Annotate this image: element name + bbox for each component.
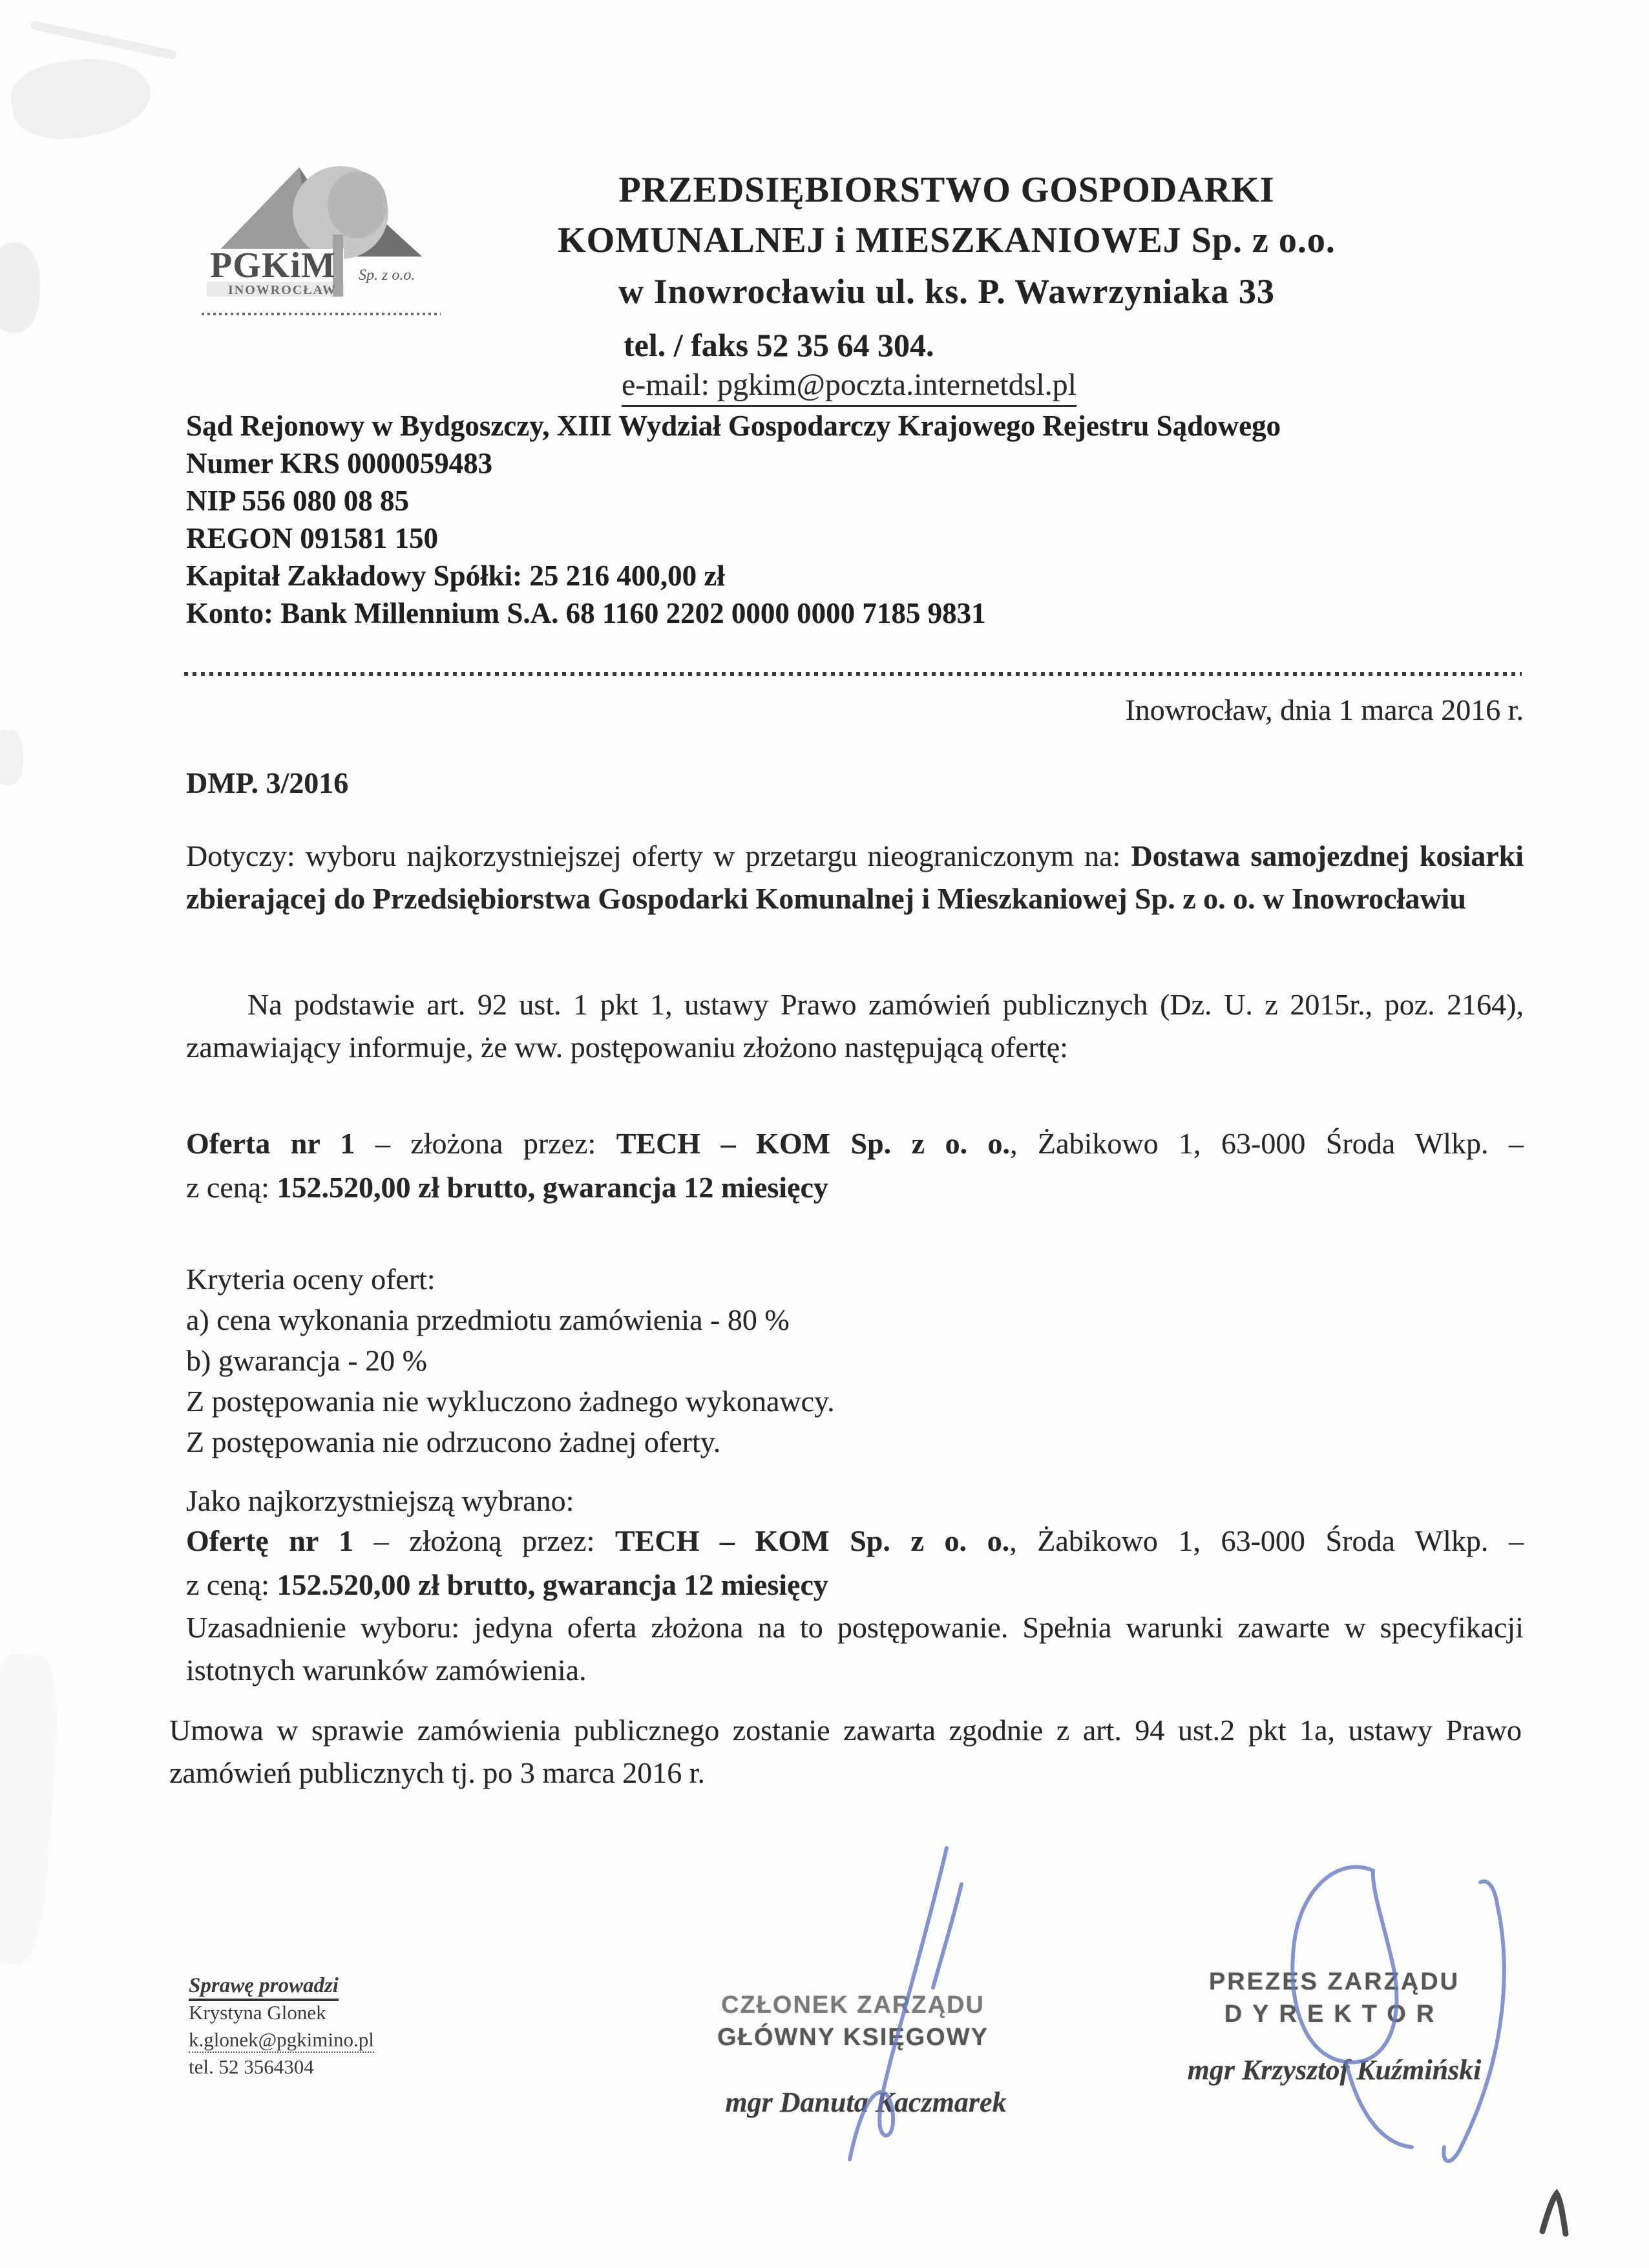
phone-line: tel. / faks 52 35 64 304. (624, 327, 934, 363)
company-name-line: KOMUNALNEJ i MIESZKANIOWEJ Sp. z o.o. (558, 220, 1336, 260)
text-segment: 152.520,00 zł brutto, gwarancja 12 miesięcy (277, 1171, 828, 1204)
registry-capital-line: Kapitał Zakładowy Spółki: 25 216 400,00 zł (186, 560, 725, 592)
case-handler-block (189, 1972, 374, 2081)
stamp-role-line: DYREKTOR (1224, 2000, 1445, 2028)
registry-regon-line: REGON 091581 150 (186, 522, 439, 554)
text-segment: – złożona przez: (355, 1127, 616, 1160)
signature-right-ink (1237, 1851, 1528, 2174)
selected-offer-line (186, 1520, 1524, 1562)
scan-smudge (0, 730, 23, 785)
case-handler-name: Krystyna Glonek (189, 2001, 326, 2024)
logo-divider (202, 313, 441, 315)
logo-acronym: PGKiM (210, 246, 336, 286)
offer-line (186, 1122, 1524, 1165)
text-segment: , Żabikowo 1, 63-000 Środa Wlkp. – (1009, 1524, 1524, 1557)
text-segment: z ceną: (186, 1568, 277, 1601)
case-handler-phone: tel. 52 3564304 (189, 2055, 314, 2078)
stamp-name-right: mgr Krzysztof Kuźmiński (1187, 2054, 1482, 2086)
justification-paragraph: Uzasadnienie wyboru: jedyna oferta złożona na to postępowanie. Spełnia warunki zawarte w specyfikacji istotnych warunków zamówienia. (186, 1611, 1524, 1686)
stamp-role-line: GŁÓWNY KSIĘGOWY (717, 2024, 989, 2051)
procedure-note: Z postępowania nie wykluczono żadnego wykonawcy. (186, 1385, 835, 1418)
stamp-role-line: PREZES ZARZĄDU (1208, 1968, 1460, 1995)
text-segment: z ceną: (186, 1171, 277, 1204)
offer-price-line (186, 1166, 1524, 1209)
registry-court-line: Sąd Rejonowy w Bydgoszczy, XIII Wydział Gospodarczy Krajowego Rejestru Sądowego (186, 410, 1281, 442)
selected-offer-price-line (186, 1564, 1524, 1606)
company-address-line: w Inowrocławiu ul. ks. P. Wawrzyniaka 33 (618, 272, 1275, 311)
reference-number: DMP. 3/2016 (186, 766, 349, 799)
logo-city: INOWROCŁAW (228, 283, 337, 297)
logo-suffix: Sp. z o.o. (359, 267, 415, 284)
text-segment: TECH – KOM Sp. z o. o. (616, 1127, 1011, 1160)
tree-canopy-icon (328, 171, 387, 238)
stamp-name-left: mgr Danuta Kaczmarek (725, 2086, 1007, 2118)
case-handler-email: k.glonek@pgkimino.pl (189, 2028, 374, 2053)
registry-nip-line: NIP 556 080 08 85 (186, 485, 410, 517)
text-segment: TECH – KOM Sp. z o. o. (615, 1524, 1010, 1557)
date-line: Inowrocław, dnia 1 marca 2016 r. (1125, 693, 1524, 726)
case-handler-label: Sprawę prowadzi (189, 1974, 339, 2001)
criteria-item: b) gwarancja - 20 % (186, 1344, 427, 1377)
scan-smudge (7, 50, 156, 147)
selection-heading: Jako najkorzystniejszą wybrano: (186, 1484, 574, 1517)
scan-smudge (30, 20, 177, 60)
intro-paragraph: Na podstawie art. 92 ust. 1 pkt 1, ustawy Prawo zamówień publicznych (Dz. U. z 2015r., poz. 2164), zamawiający informuje, że ww. postępowaniu złożono następującą ofertę: (186, 988, 1524, 1064)
pgkim-logo (204, 158, 433, 297)
criteria-item: a) cena wykonania przedmiotu zamówienia - 80 % (186, 1303, 790, 1336)
text-segment: – złożoną przez: (353, 1524, 615, 1557)
subject-paragraph (186, 835, 1524, 920)
criteria-heading: Kryteria oceny ofert: (186, 1263, 436, 1296)
registry-account-line: Konto: Bank Millennium S.A. 68 1160 2202 0000 0000 7185 9831 (186, 597, 986, 629)
email-text: e-mail: pgkim@poczta.internetdsl.pl (622, 368, 1077, 407)
dotted-divider (184, 672, 1522, 676)
procedure-note: Z postępowania nie odrzucono żadnej oferty. (186, 1425, 721, 1458)
signature-left-ink (808, 1842, 1014, 2165)
text-segment: 152.520,00 zł brutto, gwarancja 12 miesięcy (277, 1568, 828, 1601)
scan-smudge (0, 1652, 63, 1967)
email-line (622, 367, 1077, 403)
contract-paragraph: Umowa w sprawie zamówienia publicznego zostanie zawarta zgodnie z art. 94 ust.2 pkt 1a, ustawy Prawo zamówień publicznych tj. po 3 marca 2016 r. (169, 1714, 1522, 1789)
text-segment: Dotyczy: wyboru najkorzystniejszej oferty w przetargu nieograniczonym na: (186, 839, 1131, 872)
scan-smudge (0, 242, 40, 333)
company-name-line: PRZEDSIĘBIORSTWO GOSPODARKI (618, 170, 1275, 210)
handwritten-page-mark (1537, 2187, 1578, 2242)
text-segment: Dostawa samojezdnej kosiarki zbierającej do Przedsiębiorstwa Gospodarki Komunalnej i Mieszkaniowej Sp. z o. o. w Inowrocławiu (186, 839, 1524, 915)
text-segment: Oferta nr 1 (186, 1127, 355, 1160)
text-segment: Ofertę nr 1 (186, 1524, 354, 1557)
stamp-role-line: CZŁONEK ZARZĄDU (721, 1991, 985, 2019)
registry-krs-line: Numer KRS 0000059483 (186, 447, 493, 479)
text-segment: , Żabikowo 1, 63-000 Środa Wlkp. – (1010, 1127, 1524, 1160)
